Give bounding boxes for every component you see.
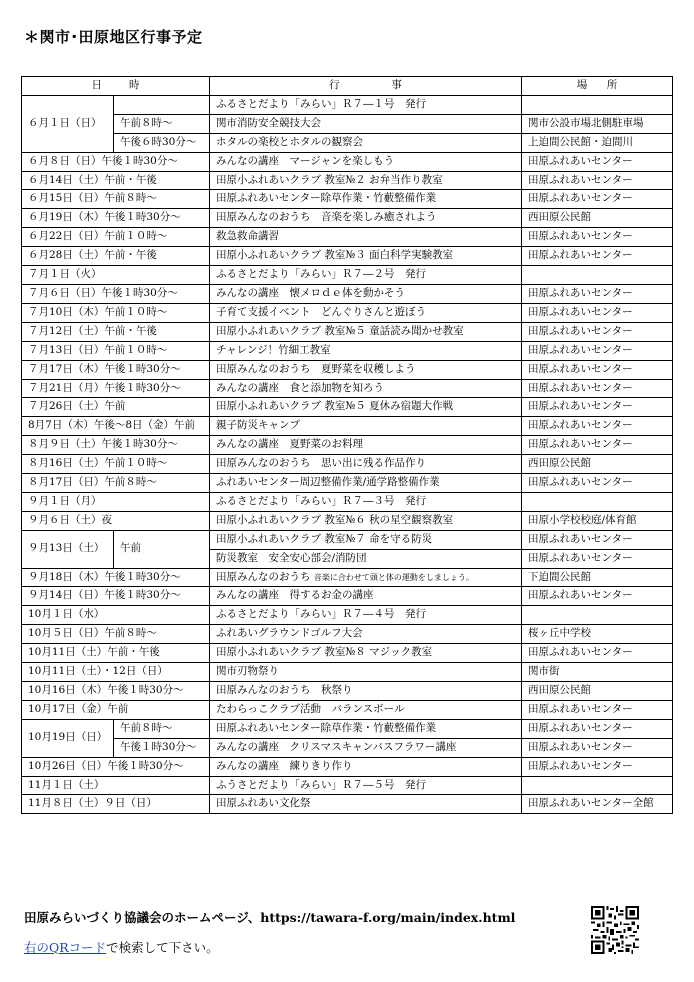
date-cell: ６月１日（日） — [22, 95, 114, 152]
date-cell: ７月10日（木）午前１０時～ — [22, 303, 210, 322]
table-row — [22, 95, 673, 114]
event-cell: 田原小ふれあいクラブ 教室№５ 童話読み聞かせ教室 — [210, 322, 522, 341]
event-cell: みんなの講座 得するお金の講座 — [210, 587, 522, 606]
event-cell: 子育て支援イベント どんぐりさんと遊ぼう — [210, 303, 522, 322]
event-cell: ふれあいセンター周辺整備作業/通学路整備作業 — [210, 474, 522, 493]
place-cell — [522, 776, 673, 795]
place-cell: 西田原公民館 — [522, 209, 673, 228]
table-row — [22, 171, 673, 190]
event-cell — [210, 568, 522, 587]
table-row — [22, 644, 673, 663]
event-cell: 田原小ふれあいクラブ 教室№２ お弁当作り教室 — [210, 171, 522, 190]
table-row — [22, 417, 673, 436]
table-row — [22, 587, 673, 606]
table-row — [22, 360, 673, 379]
place-cell: 田原ふれあいセンター — [522, 719, 673, 738]
table-row — [22, 511, 673, 530]
table-row — [22, 474, 673, 493]
table-row — [22, 700, 673, 719]
date-cell: ８月16日（土）午前１０時～ — [22, 455, 210, 474]
event-note-text: 音楽に合わせて頭と体の運動をしましょう。 — [313, 572, 474, 582]
page-title: ＊関市･田原地区行事予定 — [24, 28, 203, 46]
date-cell: 10月17日（金）午前 — [22, 700, 210, 719]
event-cell: 田原ふれあいセンター除草作業・竹藪整備作業 — [210, 719, 522, 738]
event-cell: 田原ふれあいセンター除草作業・竹藪整備作業 — [210, 190, 522, 209]
date-cell: ９月14日（日）午後１時30分～ — [22, 587, 210, 606]
date-cell: ６月14日（土）午前・午後 — [22, 171, 210, 190]
place-cell: 田原ふれあいセンター — [522, 303, 673, 322]
event-cell: みんなの講座 クリスマスキャンバスフラワー講座 — [210, 738, 522, 757]
event-cell: 田原みんなのおうち 秋祭り — [210, 682, 522, 701]
table-row — [22, 266, 673, 285]
event-cell: 関市刃物祭り — [210, 663, 522, 682]
table-row — [22, 455, 673, 474]
event-cell: 田原みんなのおうち 音楽を楽しみ癒されよう — [210, 209, 522, 228]
table-row — [22, 379, 673, 398]
date-cell: ７月21日（月）午後１時30分～ — [22, 379, 210, 398]
place-cell: 田原ふれあいセンター — [522, 757, 673, 776]
table-row — [22, 738, 673, 757]
table-row — [22, 625, 673, 644]
time-cell — [114, 95, 210, 114]
qr-instruction — [24, 938, 219, 956]
date-cell: 10月16日（木）午後１時30分～ — [22, 682, 210, 701]
time-cell: 午前８時～ — [114, 719, 210, 738]
table-row — [22, 757, 673, 776]
place-cell: 田原ふれあいセンター — [522, 644, 673, 663]
date-cell: ７月17日（木）午後１時30分～ — [22, 360, 210, 379]
table-row — [22, 492, 673, 511]
date-cell: ７月12日（土）午前・午後 — [22, 322, 210, 341]
table-row — [22, 398, 673, 417]
event-cell: ふれあいグラウンドゴルフ大会 — [210, 625, 522, 644]
place-cell: 田原ふれあいセンター — [522, 360, 673, 379]
place-cell: 田原ふれあいセンター — [522, 190, 673, 209]
date-cell: ８月９日（土）午後１時30分～ — [22, 436, 210, 455]
table-row — [22, 114, 673, 133]
table-row — [22, 436, 673, 455]
place-cell: 田原ふれあいセンター — [522, 474, 673, 493]
table-row — [22, 776, 673, 795]
place-cell: 田原ふれあいセンター — [522, 379, 673, 398]
table-row — [22, 133, 673, 152]
event-cell: みんなの講座 食と添加物を知ろう — [210, 379, 522, 398]
event-cell: ふるさとだより「みらい」Ｒ７―４号 発行 — [210, 606, 522, 625]
date-cell: ９月１日（月） — [22, 492, 210, 511]
place-cell: 田原ふれあいセンター — [522, 398, 673, 417]
event-cell: 田原小ふれあいクラブ 教室№６ 秋の星空観察教室 — [210, 511, 522, 530]
event-cell: 田原小ふれあいクラブ 教室№３ 面白科学実験教室 — [210, 247, 522, 266]
date-cell: ６月22日（日）午前１０時～ — [22, 228, 210, 247]
place-cell: 田原ふれあいセンター — [522, 587, 673, 606]
qr-code-icon[interactable] — [591, 906, 639, 954]
header-date: 日 時 — [22, 77, 210, 96]
place-cell: 田原ふれあいセンター — [522, 738, 673, 757]
event-cell: 田原小ふれあいクラブ 教室№５ 夏休み宿題大作戦 — [210, 398, 522, 417]
date-cell: ９月18日（木）午後１時30分～ — [22, 568, 210, 587]
event-cell: みんなの講座 夏野菜のお料理 — [210, 436, 522, 455]
place-cell — [522, 492, 673, 511]
date-cell: ７月１日（火） — [22, 266, 210, 285]
place-cell: 田原ふれあいセンター — [522, 530, 673, 549]
event-main-text: 田原みんなのおうち — [216, 570, 311, 583]
date-cell: ９月13日（土） — [22, 530, 114, 568]
place-cell: 西田原公民館 — [522, 682, 673, 701]
place-cell: 田原ふれあいセンター — [522, 152, 673, 171]
date-cell: 10月26日（日）午後１時30分～ — [22, 757, 210, 776]
table-row — [22, 682, 673, 701]
place-cell: 田原ふれあいセンター — [522, 436, 673, 455]
date-cell: ７月13日（日）午前１０時～ — [22, 341, 210, 360]
place-cell: 田原ふれあいセンター — [522, 284, 673, 303]
place-cell: 西田原公民館 — [522, 455, 673, 474]
event-cell: ホタルの楽校とホタルの観察会 — [210, 133, 522, 152]
table-row — [22, 719, 673, 738]
time-cell: 午後６時30分～ — [114, 133, 210, 152]
header-place: 場 所 — [522, 77, 673, 96]
date-cell: ７月６日（日）午後１時30分～ — [22, 284, 210, 303]
date-cell: 10月11日（土）午前・午後 — [22, 644, 210, 663]
date-cell: ６月８日（日）午後１時30分～ — [22, 152, 210, 171]
event-cell: ふるさとだより「みらい」Ｒ７―１号 発行 — [210, 95, 522, 114]
event-cell: 親子防災キャンプ — [210, 417, 522, 436]
place-cell: 桜ヶ丘中学校 — [522, 625, 673, 644]
date-cell: ６月15日（日）午前８時～ — [22, 190, 210, 209]
place-cell: 田原ふれあいセンター — [522, 247, 673, 266]
schedule-table — [21, 76, 673, 814]
table-row — [22, 530, 673, 549]
date-cell: 10月19日（日） — [22, 719, 114, 757]
place-cell — [522, 95, 673, 114]
table-row — [22, 228, 673, 247]
event-cell: みんなの講座 マージャンを楽しもう — [210, 152, 522, 171]
table-row — [22, 284, 673, 303]
header-event: 行 事 — [210, 77, 522, 96]
date-cell: 10月１日（水） — [22, 606, 210, 625]
date-cell: ６月28日（土）午前・午後 — [22, 247, 210, 266]
date-cell: 10月５日（日）午前８時～ — [22, 625, 210, 644]
place-cell: 田原ふれあいセンター — [522, 322, 673, 341]
qr-instruction-suffix: で検索して下さい。 — [106, 940, 219, 955]
place-cell: 関市街 — [522, 663, 673, 682]
place-cell: 田原ふれあいセンター — [522, 700, 673, 719]
event-cell: 田原みんなのおうち 夏野菜を収穫しよう — [210, 360, 522, 379]
place-cell: 田原ふれあいセンター — [522, 228, 673, 247]
table-row — [22, 795, 673, 814]
place-cell: 下迫間公民館 — [522, 568, 673, 587]
table-row — [22, 190, 673, 209]
date-cell: ６月19日（木）午後１時30分～ — [22, 209, 210, 228]
date-cell: 8月7日（木）午後～8日（金）午前 — [22, 417, 210, 436]
event-cell: みんなの講座 懐メロｄｅ体を動かそう — [210, 284, 522, 303]
table-row — [22, 247, 673, 266]
event-cell: ふうさとだより「みらい」Ｒ７―５号 発行 — [210, 776, 522, 795]
time-cell: 午前 — [114, 530, 210, 568]
place-cell: 田原ふれあいセンター — [522, 417, 673, 436]
date-cell: 11月８日（土）９日（日） — [22, 795, 210, 814]
place-cell: 田原ふれあいセンター — [522, 341, 673, 360]
event-cell: ふるさとだより「みらい」Ｒ７―３号 発行 — [210, 492, 522, 511]
event-cell: 防災教室 安全安心部会/消防団 — [210, 549, 522, 568]
event-cell: チャレンジ！竹細工教室 — [210, 341, 522, 360]
event-cell: みんなの講座 練りきり作り — [210, 757, 522, 776]
date-cell: ７月26日（土）午前 — [22, 398, 210, 417]
event-cell: 田原ふれあい文化祭 — [210, 795, 522, 814]
place-cell — [522, 266, 673, 285]
table-row — [22, 209, 673, 228]
place-cell — [522, 606, 673, 625]
qr-code-link[interactable]: 右のQRコード — [24, 940, 107, 955]
header-row — [22, 77, 673, 96]
table-row — [22, 606, 673, 625]
table-row — [22, 152, 673, 171]
time-cell: 午前８時～ — [114, 114, 210, 133]
event-cell: 田原小ふれあいクラブ 教室№８ マジック教室 — [210, 644, 522, 663]
event-cell: 田原みんなのおうち 思い出に残る作品作り — [210, 455, 522, 474]
table-row — [22, 663, 673, 682]
date-cell: ９月６日（土）夜 — [22, 511, 210, 530]
event-cell: 救急救命講習 — [210, 228, 522, 247]
place-cell: 田原ふれあいセンター — [522, 171, 673, 190]
date-cell: 11月１日（土） — [22, 776, 210, 795]
place-cell: 田原ふれあいセンター全館 — [522, 795, 673, 814]
date-cell: 10月11日（土）・12日（日） — [22, 663, 210, 682]
table-row — [22, 303, 673, 322]
time-cell: 午後１時30分～ — [114, 738, 210, 757]
place-cell: 田原小学校校庭/体育館 — [522, 511, 673, 530]
place-cell: 田原ふれあいセンター — [522, 549, 673, 568]
homepage-text: 田原みらいづくり協議会のホームページ、https://tawara-f.org/main/index.html — [24, 910, 516, 925]
table-row — [22, 341, 673, 360]
event-cell: 田原小ふれあいクラブ 教室№７ 命を守る防災 — [210, 530, 522, 549]
date-cell: ８月17日（日）午前８時～ — [22, 474, 210, 493]
event-cell: たわらっこクラブ活動 バランスボール — [210, 700, 522, 719]
table-row — [22, 568, 673, 587]
table-row — [22, 322, 673, 341]
event-cell: 関市消防安全競技大会 — [210, 114, 522, 133]
place-cell: 上迫間公民館・迫間川 — [522, 133, 673, 152]
place-cell: 関市公設市場北側駐車場 — [522, 114, 673, 133]
event-cell: ふるさとだより「みらい」Ｒ７―２号 発行 — [210, 266, 522, 285]
